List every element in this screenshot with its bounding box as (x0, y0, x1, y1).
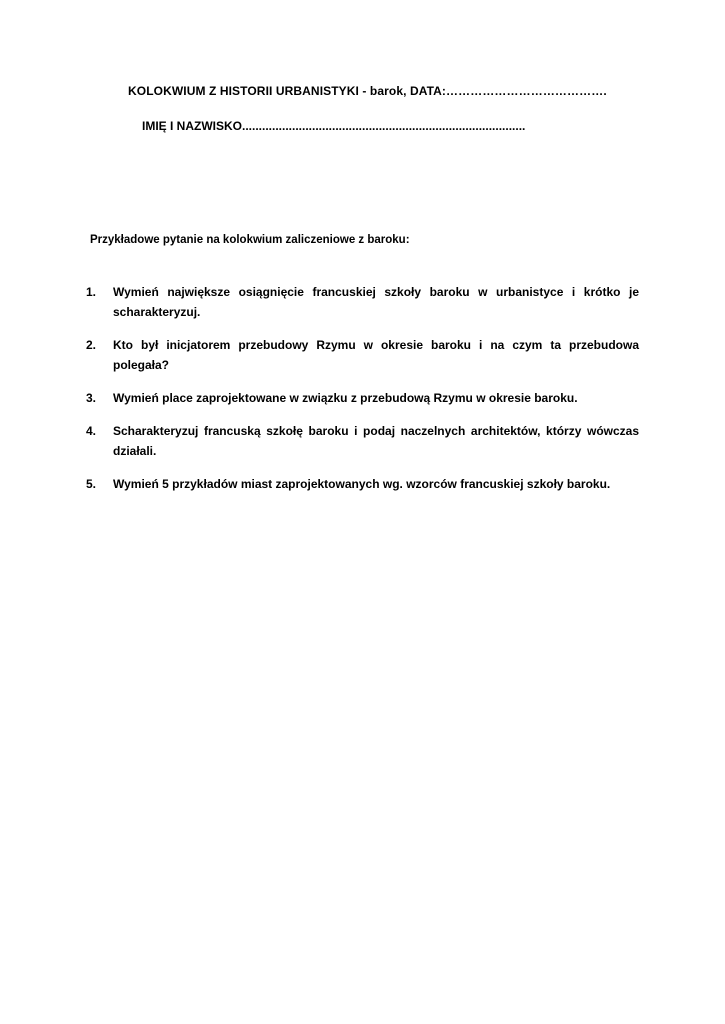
question-number: 4. (86, 424, 97, 438)
question-number: 3. (86, 391, 97, 405)
question-number: 5. (86, 477, 97, 491)
exam-title: KOLOKWIUM Z HISTORII URBANISTYKI - barok, DATA:…………………………………. (128, 84, 607, 98)
question-item (86, 282, 639, 322)
question-item (86, 335, 639, 375)
question-text: Kto był inicjatorem przebudowy Rzymu w okresie baroku i na czym ta przebudowa polegała? (113, 338, 639, 372)
question-list (86, 282, 639, 507)
name-field-line: IMIĘ I NAZWISKO..................................................................................... (142, 119, 526, 133)
question-text: Wymień największe osiągnięcie francuskiej szkoły baroku w urbanistyce i krótko je scharakteryzuj. (113, 285, 639, 319)
question-number: 1. (86, 285, 97, 299)
question-text: Wymień 5 przykładów miast zaprojektowanych wg. wzorców francuskiej szkoły baroku. (113, 477, 611, 491)
question-text: Scharakteryzuj francuską szkołę baroku i podaj naczelnych architektów, którzy wówczas działali. (113, 424, 639, 458)
question-item (86, 388, 639, 408)
question-text: Wymień place zaprojektowane w związku z przebudową Rzymu w okresie baroku. (113, 391, 578, 405)
intro-text: Przykładowe pytanie na kolokwium zaliczeniowe z baroku: (90, 234, 410, 246)
question-item (86, 421, 639, 461)
question-item (86, 474, 639, 494)
question-number: 2. (86, 338, 97, 352)
